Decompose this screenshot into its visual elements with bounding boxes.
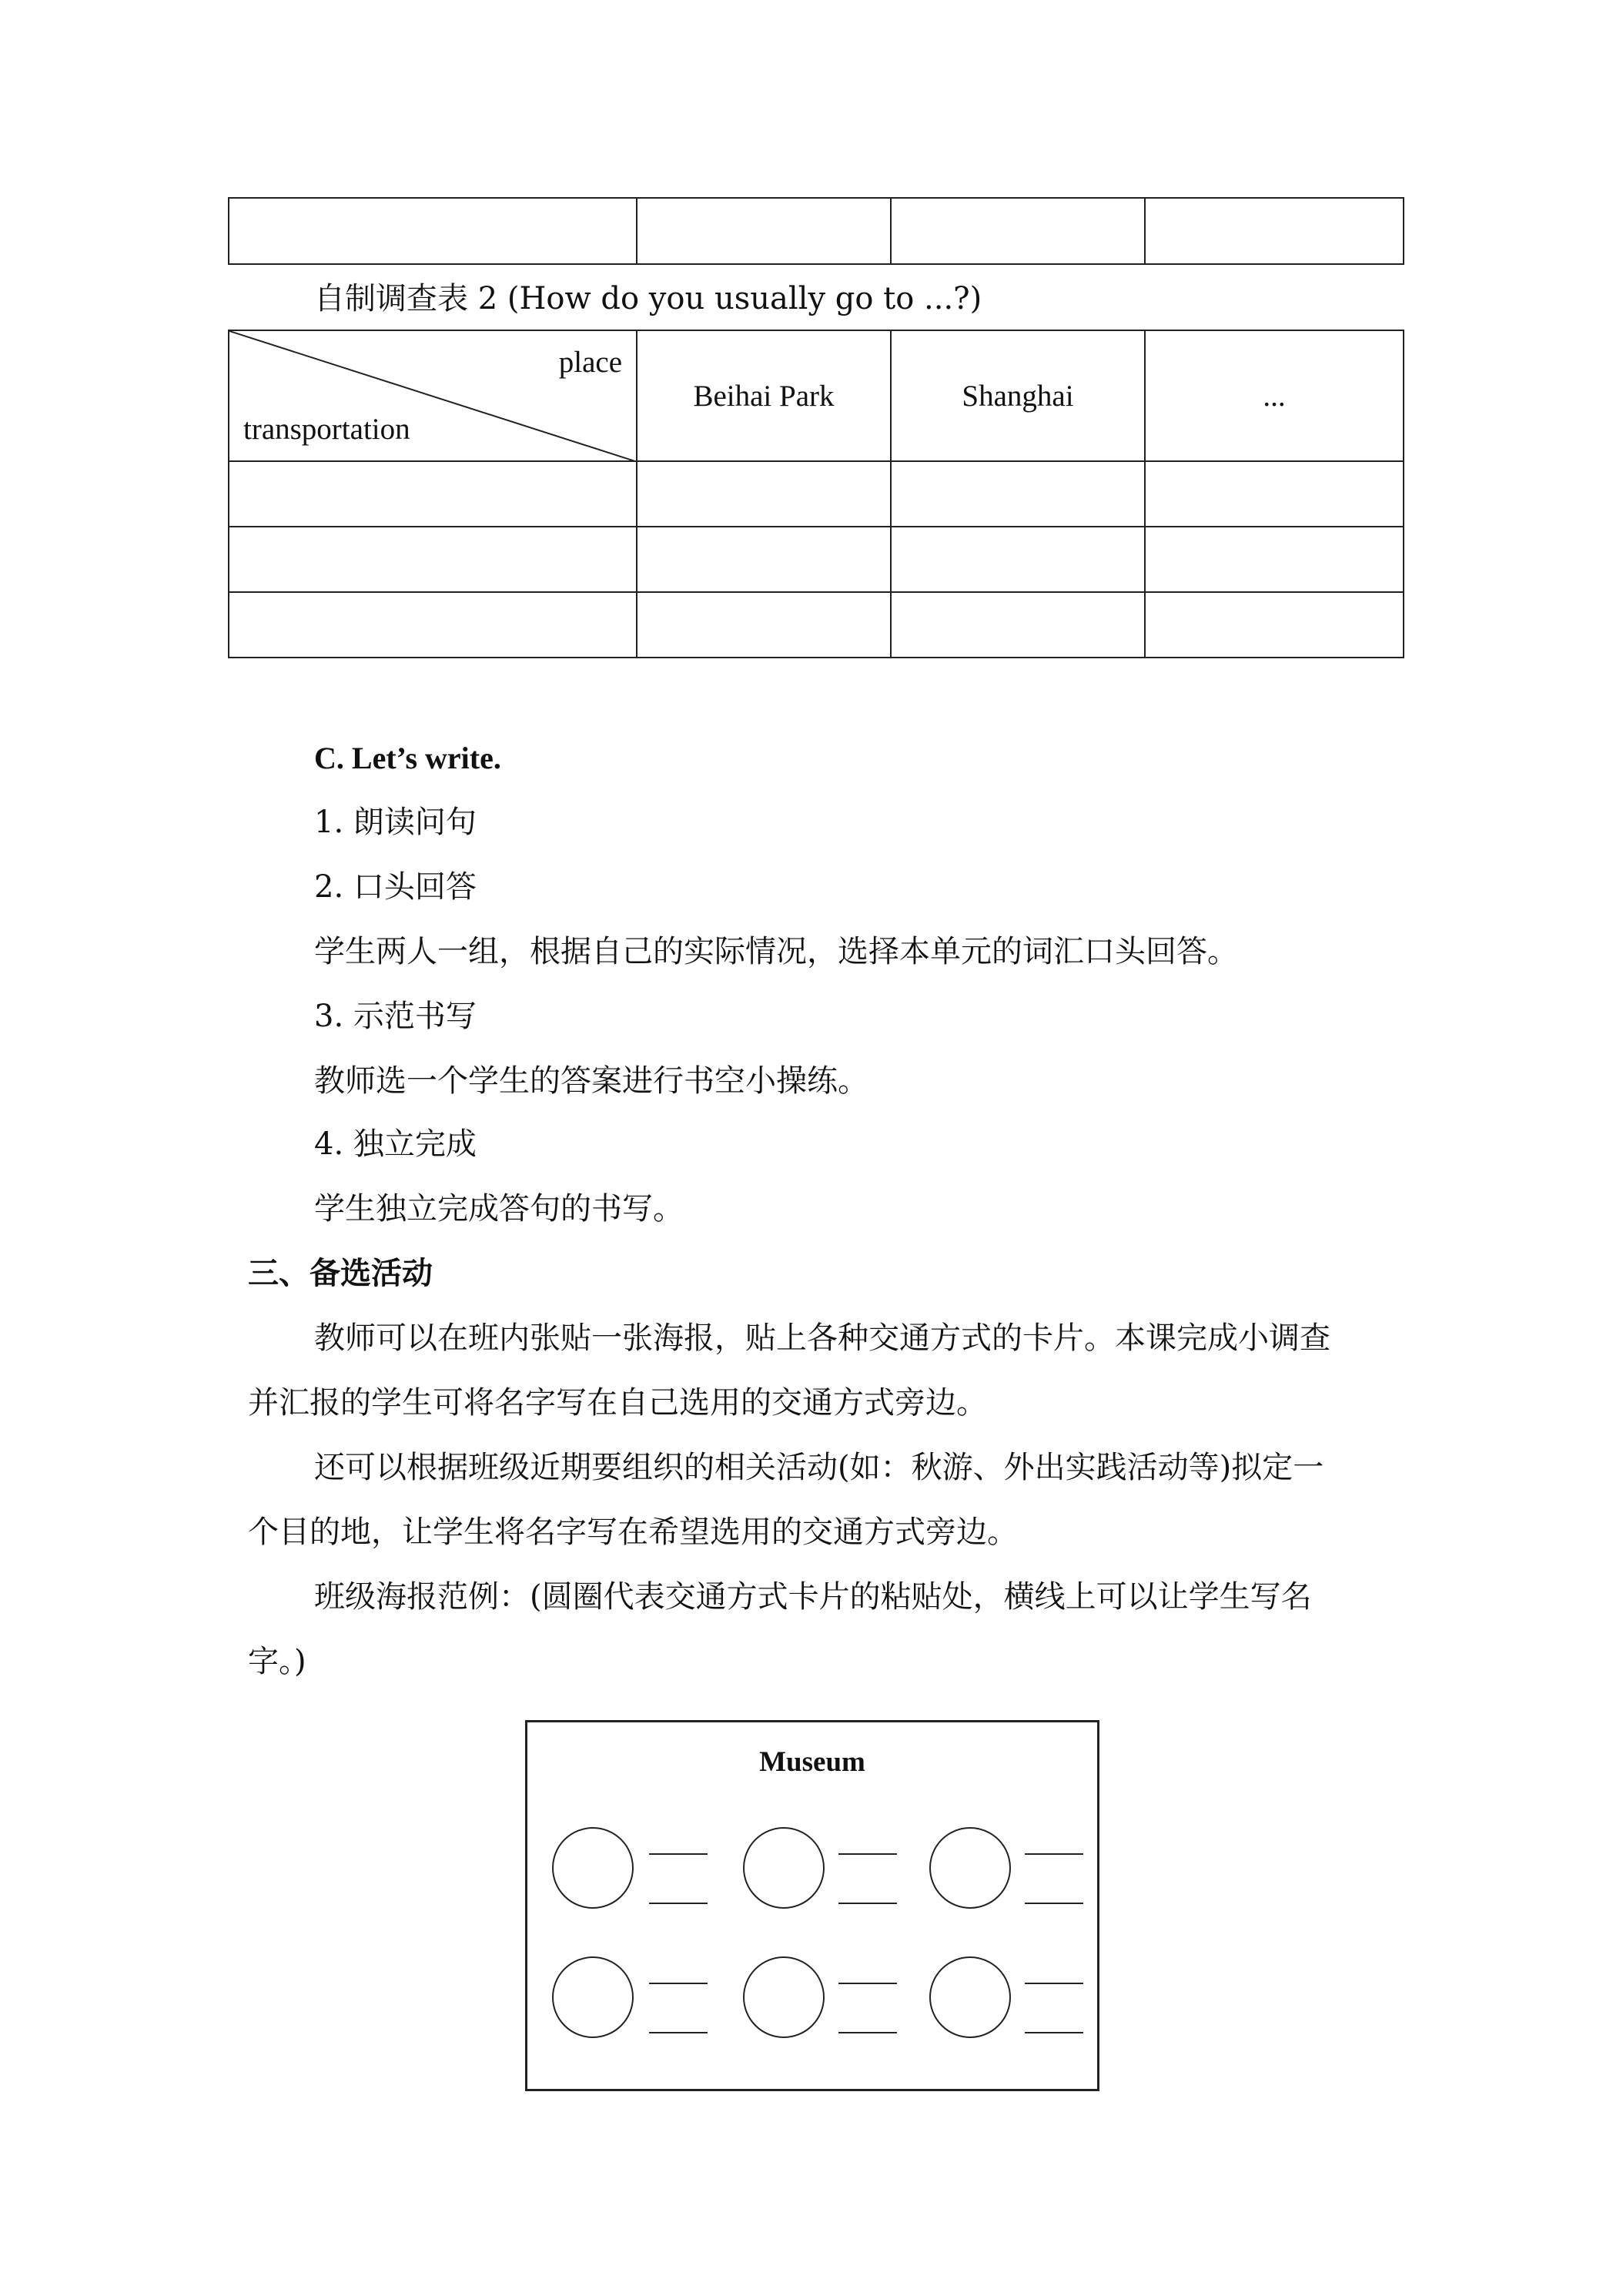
paragraph-3-line-1: 班级海报范例：(圆圈代表交通方式卡片的粘贴处，横线上可以让学生写名 — [314, 1579, 1312, 1615]
table-cell — [891, 592, 1145, 658]
table-cell — [1145, 592, 1404, 658]
name-line — [838, 1983, 897, 1984]
paragraph-1-line-2: 并汇报的学生可将名字写在自己选用的交通方式旁边。 — [248, 1385, 987, 1421]
card-slot-circle — [552, 1956, 634, 2038]
card-slot-circle — [929, 1956, 1011, 2038]
name-line — [1025, 2032, 1083, 2033]
survey-table-2-caption: 自制调查表 2 (How do you usually go to ...?) — [314, 281, 982, 316]
name-line — [1025, 1853, 1083, 1855]
step-4-title: 4. 独立完成 — [314, 1126, 477, 1162]
table-cell — [229, 198, 637, 264]
table-row — [229, 198, 1404, 264]
step-1-title: 1. 朗读问句 — [314, 805, 477, 840]
card-slot-circle — [929, 1827, 1011, 1909]
header-place-label: place — [558, 346, 622, 379]
table-row — [229, 527, 1404, 592]
name-line — [838, 1903, 897, 1904]
table-cell — [1145, 527, 1404, 592]
section-3-heading: 三、备选活动 — [248, 1255, 433, 1291]
name-line — [649, 2032, 708, 2033]
step-3-title: 3. 示范书写 — [314, 999, 477, 1034]
survey-table-1 — [228, 197, 1404, 265]
step-4-description: 学生独立完成答句的书写。 — [314, 1191, 684, 1227]
poster-title: Museum — [759, 1746, 865, 1778]
paragraph-1-line-1: 教师可以在班内张贴一张海报，贴上各种交通方式的卡片。本课完成小调查 — [314, 1320, 1330, 1356]
paragraph-3-line-2: 字。) — [248, 1644, 306, 1679]
name-line — [649, 1983, 708, 1984]
name-line — [838, 1853, 897, 1855]
table-cell — [229, 592, 637, 658]
step-2-title: 2. 口头回答 — [314, 869, 477, 905]
table-cell — [891, 461, 1145, 527]
table-cell — [1145, 461, 1404, 527]
table-cell — [1145, 198, 1404, 264]
paragraph-2-line-2: 个目的地，让学生将名字写在希望选用的交通方式旁边。 — [248, 1514, 1018, 1550]
table-cell — [229, 527, 637, 592]
column-header-beihai-park: Beihai Park — [637, 330, 891, 461]
name-line — [649, 1853, 708, 1855]
name-line — [1025, 1983, 1083, 1984]
card-slot-circle — [743, 1827, 825, 1909]
name-line — [838, 2032, 897, 2033]
diagonal-header-cell — [229, 330, 637, 461]
table-cell — [229, 461, 637, 527]
column-header-more: ... — [1145, 330, 1404, 461]
table-header-row — [229, 330, 1404, 461]
table-cell — [891, 198, 1145, 264]
table-cell — [637, 592, 891, 658]
step-3-description: 教师选一个学生的答案进行书空小操练。 — [314, 1063, 868, 1099]
step-2-description: 学生两人一组，根据自己的实际情况，选择本单元的词汇口头回答。 — [314, 934, 1238, 969]
card-slot-circle — [743, 1956, 825, 2038]
section-c-heading: C. Let’s write. — [314, 741, 501, 775]
card-slot-circle — [552, 1827, 634, 1909]
class-poster-example — [525, 1720, 1099, 2091]
table-cell — [891, 527, 1145, 592]
table-cell — [637, 461, 891, 527]
column-header-shanghai: Shanghai — [891, 330, 1145, 461]
table-cell — [637, 527, 891, 592]
paragraph-2-line-1: 还可以根据班级近期要组织的相关活动(如：秋游、外出实践活动等)拟定一 — [314, 1450, 1324, 1485]
table-cell — [637, 198, 891, 264]
name-line — [1025, 1903, 1083, 1904]
table-row — [229, 461, 1404, 527]
table-row — [229, 592, 1404, 658]
survey-table-2 — [228, 330, 1404, 658]
header-transportation-label: transportation — [243, 413, 410, 446]
name-line — [649, 1903, 708, 1904]
